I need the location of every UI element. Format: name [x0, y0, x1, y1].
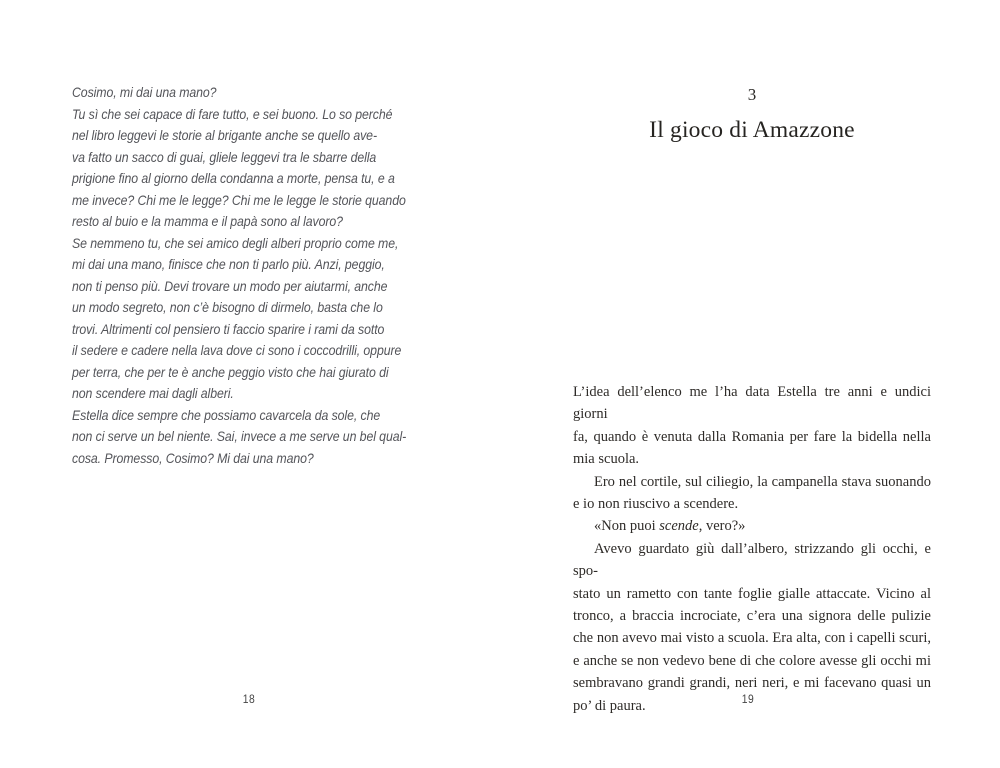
text-line: sembravano grandi grandi, neri neri, e mi facevano quasi un: [573, 675, 931, 692]
page-number-right: 19: [741, 694, 755, 706]
text-line: non scendere mai dagli alberi.: [72, 385, 234, 401]
text-line: Estella dice sempre che possiamo cavarcela da sole, che: [72, 406, 381, 423]
text-line: prigione fino al giorno della condanna a morte, pensa tu, e a: [72, 170, 395, 186]
chapter-number: 3: [747, 85, 757, 104]
paragraph: [573, 471, 931, 516]
text-line: trovi. Altrimenti col pensiero ti faccio sparire i rami da sotto: [72, 320, 385, 337]
letter-text: [72, 82, 407, 469]
text-line: Se nemmeno tu, che sei amico degli alberi proprio come me,: [72, 234, 399, 251]
text-line: fa, quando è venuta dalla Romania per fare la bidella nella: [573, 428, 931, 445]
text-line: il sedere e cadere nella lava dove ci sono i coccodrilli, oppure: [72, 342, 402, 358]
paragraph: [573, 538, 931, 717]
text-line: va fatto un sacco di guai, gliele leggevi tra le sbarre della: [72, 148, 377, 165]
text-line: non ti penso più. Devi trovare un modo per aiutarmi, anche: [72, 277, 388, 294]
text-line: stato un rametto con tante foglie gialle attaccate. Vicino al: [573, 585, 931, 602]
text-line: tronco, a braccia incrociate, c’era una signora delle pulizie: [573, 608, 931, 625]
paragraph: [573, 515, 931, 537]
right-page: [500, 0, 1000, 768]
text-line: per terra, che per te è anche peggio visto che hai giurato di: [72, 363, 389, 380]
text-line: resto al buio e la mamma e il papà sono al lavoro?: [72, 213, 343, 229]
text-line: che non avevo mai visto a scuola. Era alta, con i capelli scuri,: [573, 630, 931, 647]
paragraph: [573, 381, 931, 471]
text-line: Tu sì che sei capace di fare tutto, e sei buono. Lo so perché: [72, 105, 393, 122]
text-line: cosa. Promesso, Cosimo? Mi dai una mano?: [72, 449, 314, 466]
text-line: L’idea dell’elenco me l’ha data Estella tre anni e undici giorni: [573, 384, 931, 423]
text-line: «Non puoi scende, vero?»: [594, 518, 746, 535]
text-line: un modo segreto, non c’è bisogno di dirmelo, basta che lo: [72, 299, 383, 315]
text-line: non ci serve un bel niente. Sai, invece a me serve un bel qual-: [72, 428, 407, 444]
chapter-body: [573, 381, 931, 717]
page-number-left: 18: [242, 694, 256, 706]
text-line: Cosimo, mi dai una mano?: [72, 84, 217, 100]
text-line: Ero nel cortile, sul ciliegio, la campanella stava suonando: [594, 473, 931, 490]
text-line: e anche se non vedevo bene di che colore avesse gli occhi mi: [573, 652, 931, 669]
text-line: mi dai una mano, finisce che non ti parlo più. Anzi, peggio,: [72, 256, 385, 272]
text-line: e io non riuscivo a scendere.: [573, 496, 739, 513]
text-line: po’ di paura.: [573, 697, 646, 714]
chapter-title: Il gioco di Amazzone: [649, 117, 855, 143]
text-line: nel libro leggevi le storie al brigante anche se quello ave-: [72, 127, 377, 143]
text-line: mia scuola.: [573, 451, 640, 468]
text-line: Avevo guardato giù dall’albero, strizzando gli occhi, e spo-: [573, 540, 931, 580]
text-line: me invece? Chi me le legge? Chi me le legge le storie quando: [72, 191, 406, 208]
